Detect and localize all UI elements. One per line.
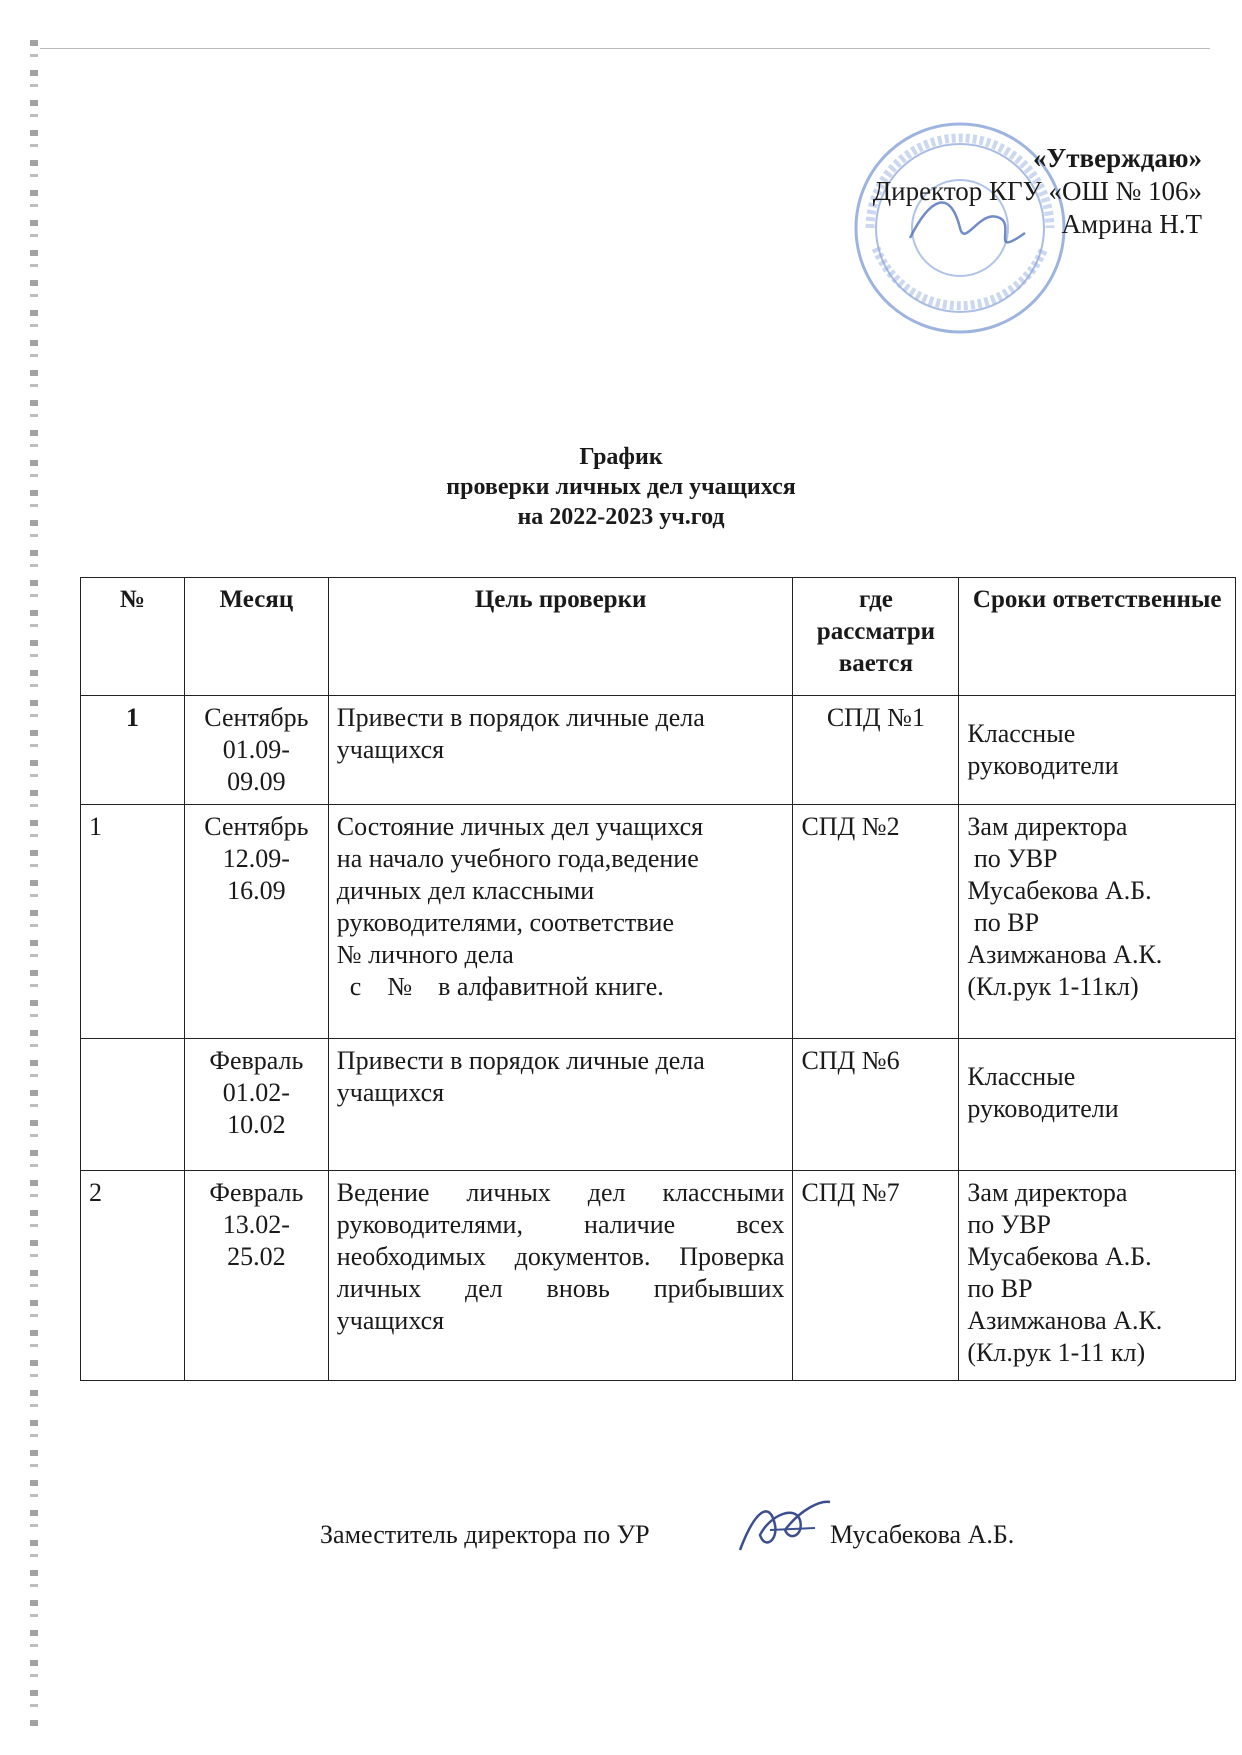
row-where: СПД №6 [793,1039,959,1171]
header-responsible: Сроки ответственные [959,578,1236,696]
title-line-1: График [579,444,663,470]
row-goal: Привести в порядок личные дела учащихся [328,696,793,805]
header-number: № [81,578,185,696]
row-number: 2 [81,1171,185,1381]
approval-block [873,142,1202,241]
row-responsible: Зам директора по УВР Мусабекова А.Б. по ВР Азимжанова А.К. (Кл.рук 1-11 кл) [959,1171,1236,1381]
scan-edge-artifact [30,40,38,1730]
header-where: где рассматри вается [793,578,959,696]
row-number [81,1039,185,1171]
row-month: Февраль 13.02- 25.02 [184,1171,328,1381]
header-goal: Цель проверки [328,578,793,696]
title-line-3: на 2022-2023 уч.год [517,504,725,530]
table-row [81,1039,1236,1171]
row-where: СПД №2 [793,805,959,1039]
document-title [0,442,1242,532]
approval-name: Амрина Н.Т [1061,209,1202,239]
row-goal: Ведение личных дел классными руководителями, наличие всех необходимых документов. Проверка личных дел вновь прибывших учащихся [328,1171,793,1381]
header-month: Месяц [184,578,328,696]
signature [730,1480,840,1570]
table-row [81,1171,1236,1381]
approval-director: Директор КГУ «ОШ № 106» [872,176,1202,206]
title-line-2: проверки личных дел учащихся [446,474,796,500]
row-number: 1 [81,805,185,1039]
footer-position: Заместитель директора по УР [320,1520,650,1549]
row-goal: Привести в порядок личные дела учащихся [328,1039,793,1171]
table-row [81,696,1236,805]
row-where: СПД №1 [793,696,959,805]
table-header-row [81,578,1236,696]
row-month: Февраль 01.02- 10.02 [184,1039,328,1171]
row-month: Сентябрь 01.09- 09.09 [184,696,328,805]
schedule-table [80,577,1236,1381]
row-goal: Состояние личных дел учащихся на начало учебного года,ведение дичных дел классными руководителями, соответствие № личного дела с № в алфавитной книге. [328,805,793,1039]
approval-title: «Утверждаю» [1032,143,1202,173]
table-row [81,805,1236,1039]
row-number: 1 [81,696,185,805]
row-responsible: Классные руководители [959,1039,1236,1171]
row-month: Сентябрь 12.09- 16.09 [184,805,328,1039]
footer-name: Мусабекова А.Б. [830,1520,1015,1549]
row-where: СПД №7 [793,1171,959,1381]
scan-top-line [40,48,1210,49]
row-responsible: Зам директора по УВР Мусабекова А.Б. по ВР Азимжанова А.К. (Кл.рук 1-11кл) [959,805,1236,1039]
row-responsible: Классные руководители [959,696,1236,805]
